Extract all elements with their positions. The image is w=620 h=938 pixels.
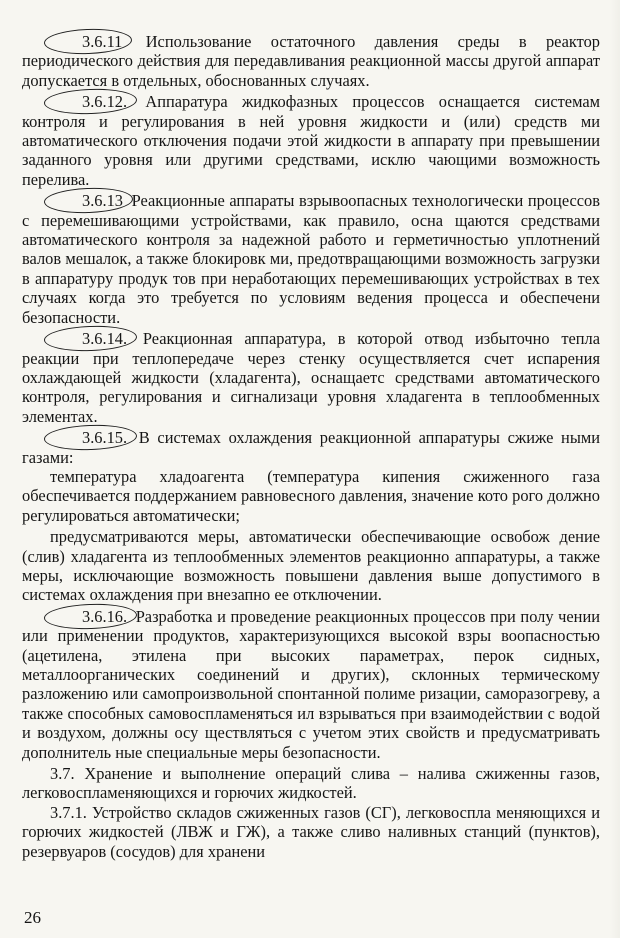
circled-number: 3.6.13 bbox=[50, 191, 127, 210]
paragraph-text: 3.7.1. Устройство складов сжиженных газов (СГ), легковоспла меняющихся и горючих жидкостей (ЛВЖ и ГЖ), а также сливо наливных станций (пунктов), резервуаров (сосудов) для хранени bbox=[22, 802, 600, 861]
paragraph-text: температура хладоагента (температура кипения сжиженного газа обеспечивается поддержанием равновесного давления, значение кото рого должно регулироваться автоматически; bbox=[22, 466, 600, 525]
paragraph-text: предусматриваются меры, автоматически обеспечивающие освобож дение (слив) хладагента из теплообменных элементов реакционно аппаратуры, а также меры, исключающие возможность повышени давления выше допустимого в системах охлаждения при внезапно ее отключении. bbox=[22, 527, 600, 605]
paragraph-3-6-13 bbox=[22, 191, 600, 327]
paragraph-text: Реакционные аппараты взрывоопасных технологически процессов с перемешивающими устройствами, как правило, осна щаются средствами автоматического контроля за надежной работо и герметичностью уплотнений валов мешалок, а также блокировк ми, предотвращающими возможность загрузки в аппаратуру продук тов при неработающих перемешивающих устройствах в тех случаях когда это требуется по условиям ведения процесса и обеспечени безопасности. bbox=[22, 191, 600, 327]
paragraph-coolant-temperature bbox=[22, 467, 600, 525]
page-number: 26 bbox=[24, 908, 41, 927]
paragraph-text: Аппаратура жидкофазных процессов оснащается системам контроля и регулирования в ней уровня жидкости и (или) средств ми автоматического отключения подачи этой жидкости в аппарату при превышении заданного уровня или другими средствами, исклю чающими возможность перелива. bbox=[22, 92, 600, 189]
paragraph-text: Использование остаточного давления среды в реактор периодического действия для передавливания реакционной массы другой аппарат допускается в отдельных, обоснованных случаях. bbox=[22, 32, 600, 90]
circled-number: 3.6.14. bbox=[50, 329, 131, 348]
paragraph-text: В системах охлаждения реакционной аппаратуры сжиже ными газами: bbox=[22, 428, 600, 467]
paragraph-3-7-1 bbox=[22, 803, 600, 861]
circled-number: 3.6.12. bbox=[50, 92, 131, 111]
paragraph-text: Реакционная аппаратура, в которой отвод избыточно тепла реакции при теплопередаче через стенку осуществляется счет испарения охлаждающей жидкости (хладагента), оснащаетс средствами автоматического контроля, регулирования и сигнализаци уровня хладагента в теплообменных элементах. bbox=[22, 329, 600, 426]
paragraph-3-6-12 bbox=[22, 92, 600, 189]
paragraph-3-6-14 bbox=[22, 329, 600, 426]
circled-number: 3.6.11 bbox=[50, 32, 126, 51]
circled-number: 3.6.16. bbox=[50, 607, 131, 626]
body-text bbox=[22, 32, 600, 861]
circled-number: 3.6.15. bbox=[50, 428, 131, 447]
paragraph-3-6-16 bbox=[22, 607, 600, 762]
paragraph-3-6-11 bbox=[22, 32, 600, 90]
paragraph-text: 3.7. Хранение и выполнение операций слива – налива сжиженны газов, легковоспламеняющихся и горючих жидкостей. bbox=[22, 764, 600, 803]
paragraph-3-6-15 bbox=[22, 428, 600, 467]
paragraph-text: Разработка и проведение реакционных процессов при полу чении или применении продуктов, характеризующихся высокой взры воопасностью (ацетилена, этилена при высоких параметрах, перок сидных, металлоорганических соединений и других), склонных термическому разложению или самопроизвольной спонтанной полиме ризации, саморазогреву, а также способных самовоспламеняться ил взрываться при взаимодействии с водой и воздухом, должны осу ществляться с учетом этих свойств и предусматривать дополнитель ные специальные меры безопасности. bbox=[22, 606, 600, 762]
page-edge-shadow bbox=[610, 0, 620, 938]
section-heading-3-7 bbox=[22, 764, 600, 803]
paragraph-drain-measures bbox=[22, 527, 600, 605]
